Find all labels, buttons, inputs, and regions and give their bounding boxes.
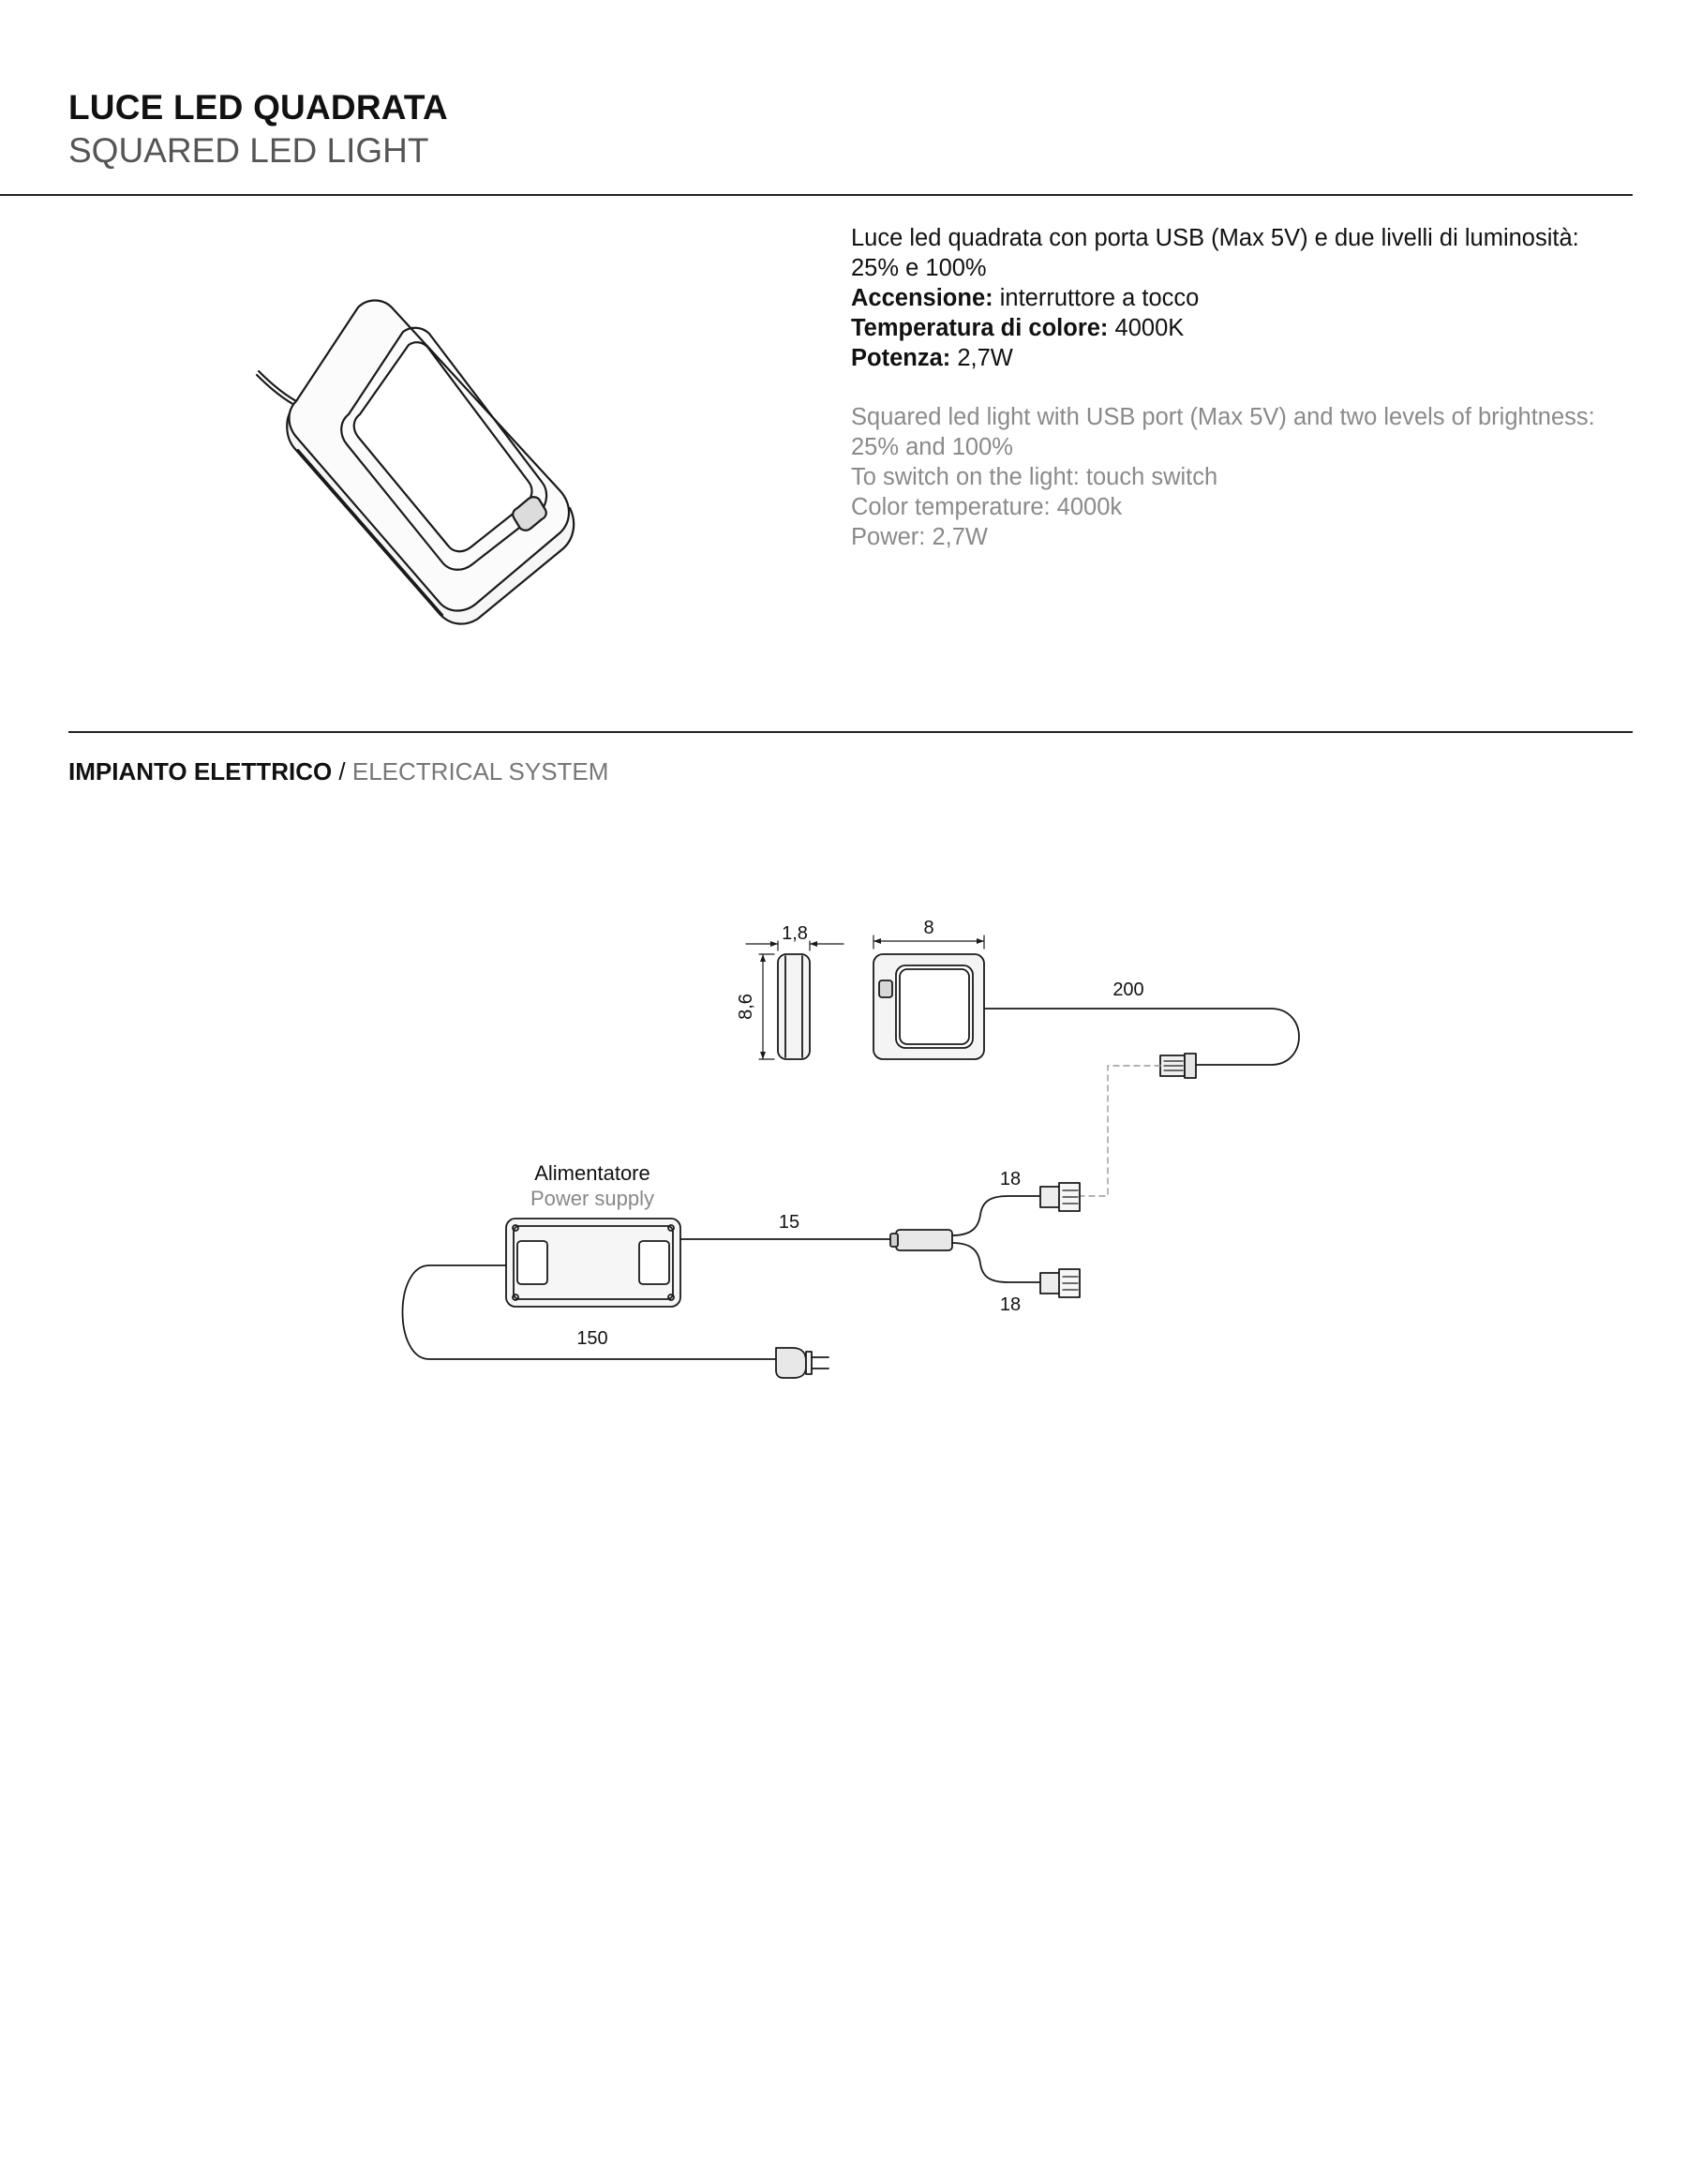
cable-mains-length: 150 xyxy=(576,1328,608,1349)
desc-en-line3: To switch on the light: touch switch xyxy=(851,464,1218,490)
power-label: Potenza: xyxy=(851,345,951,371)
section-title-en: ELECTRICAL SYSTEM xyxy=(351,757,609,785)
temp-value: 4000K xyxy=(1108,315,1185,341)
desc-it-line1: Luce led quadrata con porta USB (Max 5V) e due livelli di luminosità: xyxy=(851,225,1579,251)
supply-label-it: Alimentatore xyxy=(534,1161,650,1185)
section-title-it: IMPIANTO ELETTRICO xyxy=(68,757,333,785)
desc-en-line1: Squared led light with USB port (Max 5V) and two levels of brightness: xyxy=(851,404,1595,430)
page-subtitle: SQUARED LED LIGHT xyxy=(68,131,429,170)
power-supply xyxy=(506,1219,680,1307)
light-side-view xyxy=(746,941,844,1059)
dim-depth: 1,8 xyxy=(782,923,808,944)
cable-branch-bottom-length: 18 xyxy=(999,1294,1022,1315)
desc-en-line5: Power: 2,7W xyxy=(851,524,988,550)
desc-it-line2: 25% e 100% xyxy=(851,255,987,281)
light-front-view xyxy=(873,935,984,1059)
desc-en-line4: Color temperature: 4000k xyxy=(851,494,1123,520)
power-value: 2,7W xyxy=(950,345,1013,371)
dim-width: 8 xyxy=(923,918,934,938)
mains-plug xyxy=(776,1348,829,1378)
branch-connector-bottom xyxy=(1040,1269,1080,1297)
section-separator: / xyxy=(332,757,352,785)
switch-label: Accensione: xyxy=(851,285,993,311)
splitter xyxy=(890,1230,952,1250)
dim-height: 8,6 xyxy=(736,994,756,1020)
cable-branch-top-length: 18 xyxy=(999,1169,1022,1189)
page-title: LUCE LED QUADRATA xyxy=(68,88,448,127)
desc-en-line2: 25% and 100% xyxy=(851,434,1013,460)
supply-label-en: Power supply xyxy=(530,1187,655,1210)
cable-light-length: 200 xyxy=(1112,980,1144,1000)
switch-value: interruttore a tocco xyxy=(993,285,1200,311)
branch-connector-top xyxy=(1040,1183,1080,1211)
cable-supply-length: 15 xyxy=(778,1212,800,1233)
temp-label: Temperatura di colore: xyxy=(851,315,1109,341)
light-connector xyxy=(1160,1054,1196,1078)
